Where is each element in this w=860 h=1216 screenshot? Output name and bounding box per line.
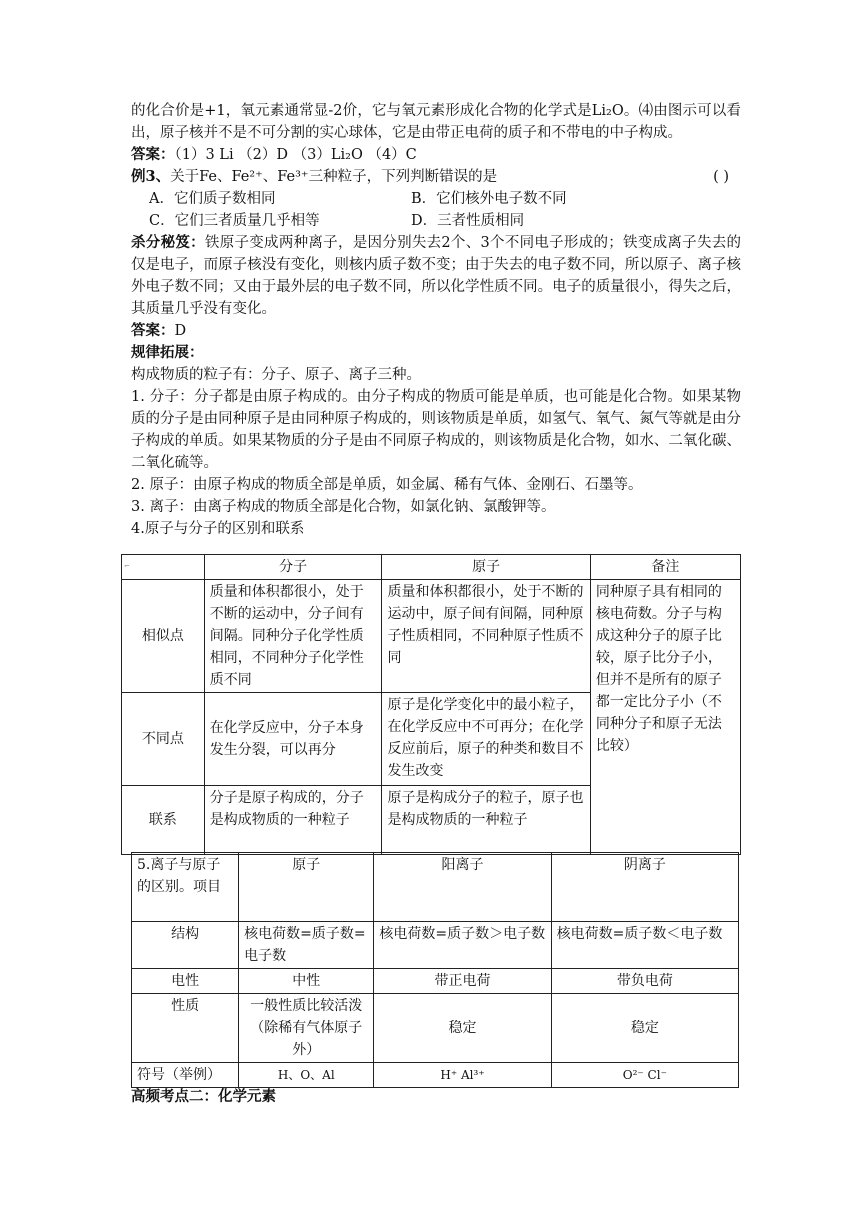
cell-molecule: 质量和体积都很小，处于不断的运动中，分子间有间隔。同种分子化学性质相同，不同种分子化学性质不同	[204, 580, 382, 693]
corner-mark: ⌐	[124, 562, 130, 570]
cell-atom: 原子是化学变化中的最小粒子，在化学反应中不可再分；在化学反应前后，原子的种类和数目不发生改变	[382, 693, 590, 786]
table1-header-note: 备注	[590, 555, 740, 580]
cell-atom: 质量和体积都很小，处于不断的运动中，原子间有间隔，同种原子性质相同，不同种原子性质不同	[382, 580, 590, 693]
table1-header-molecule: 分子	[204, 555, 382, 580]
cell-anion: 带负电荷	[551, 969, 738, 994]
cell-note: 同种原子具有相同的核电荷数。分子与构成这种分子的原子比较，原子比分子小，但并不是所有的原子都一定比分子小（不同种分子和原子无法比较）	[590, 580, 740, 855]
row-label: 不同点	[122, 693, 205, 786]
cell-molecule: 分子是原子构成的，分子是构成物质的一种粒子	[204, 786, 382, 855]
secret-paragraph	[131, 232, 741, 320]
cell-atom: H、O、Al	[239, 1063, 374, 1088]
cell-molecule: 在化学反应中，分子本身发生分裂，可以再分	[204, 693, 382, 786]
answer-text: （1）3 Li （2）D （3）Li₂O （4）C	[174, 147, 417, 163]
answer2-label: 答案：	[131, 322, 175, 339]
table-row	[132, 994, 739, 1063]
rules-heading: 规律拓展：	[131, 344, 204, 361]
cell-cation: 稳定	[374, 994, 551, 1063]
table-row	[122, 580, 741, 693]
rules-intro: 构成物质的粒子有：分子、原子、离子三种。	[131, 367, 421, 383]
example3-question	[131, 166, 741, 188]
ion-atom-table	[131, 852, 739, 1088]
answer2-line	[131, 320, 741, 342]
example3-text: 关于Fe、Fe²⁺、Fe³⁺三种粒子，下列判断错误的是	[170, 169, 498, 185]
answer-bracket: ( )	[713, 169, 729, 185]
answer-label: 答案：	[131, 146, 175, 163]
option-c: C．它们三者质量几乎相等	[149, 213, 320, 229]
table-row	[132, 922, 739, 969]
option-a: A．它们质子数相同	[149, 191, 276, 207]
answer2-text: D	[174, 323, 187, 339]
options-row-2	[131, 210, 741, 232]
table1-header-atom: 原子	[382, 555, 590, 580]
row-label: 符号（举例）	[132, 1063, 239, 1088]
atom-molecule-table	[121, 554, 741, 855]
answer-line	[131, 144, 741, 166]
table-row	[132, 1063, 739, 1088]
option-b: B．它们核外电子数不同	[411, 191, 567, 207]
cell-atom: 中性	[239, 969, 374, 994]
example3-label: 例3、	[131, 168, 171, 185]
options-row-1	[131, 188, 741, 210]
table2-header-row	[132, 853, 739, 922]
cell-atom: 原子是构成分子的粒子，原子也是构成物质的一种粒子	[382, 786, 590, 855]
cell-atom: 核电荷数=质子数=电子数	[239, 922, 374, 969]
table1-header-row	[122, 555, 741, 580]
row-label: 相似点	[122, 580, 205, 693]
cell-cation: 带正电荷	[374, 969, 551, 994]
rules-p2: 2. 原子：由原子构成的物质全部是单质，如金属、稀有气体、金刚石、石墨等。	[131, 477, 643, 493]
document-body	[131, 0, 741, 540]
section-heading: 高频考点二：化学元素	[131, 1088, 276, 1105]
secret-label: 杀分秘笈：	[131, 234, 205, 251]
secret-text: 铁原子变成两种离子，是因分别失去2个、3个不同电子形成的；铁变成离子失去的仅是电子，而原子核没有变化，则核内质子数不变；由于失去的电子数不同，所以原子、离子核外电子数不同；又由于最外层的电子数不同，所以化学性质不同。电子的质量很小，得失之后，其质量几乎没有变化。	[131, 235, 742, 317]
cell-cation: H⁺ Al³⁺	[374, 1063, 551, 1088]
table-row	[132, 969, 739, 994]
rules-p3: 3. 离子：由离子构成的物质全部是化合物，如氯化钠、氯酸钾等。	[131, 499, 556, 515]
table2-header-atom: 原子	[239, 853, 374, 922]
cell-anion: O²⁻ Cl⁻	[551, 1063, 738, 1088]
table2-header-anion: 阴离子	[551, 853, 738, 922]
cell-anion: 稳定	[551, 994, 738, 1063]
row-label: 性质	[132, 994, 239, 1063]
option-d: D．三者性质相同	[411, 213, 525, 229]
rules-p1: 1. 分子：分子都是由原子构成的。由分子构成的物质可能是单质，也可能是化合物。如果某物质的分子是由同种原子是由同种原子构成的，则该物质是单质，如氢气、氧气、氮气等就是由分子构成的单质。如果某物质的分子是由不同原子构成的，则该物质是化合物，如水、二氧化碳、二氧化硫等。	[131, 389, 741, 471]
row-label: 电性	[132, 969, 239, 994]
intro-paragraph: 的化合价是+1，氧元素通常显-2价，它与氧元素形成化合物的化学式是Li₂O。⑷由图示可以看出，原子核并不是不可分割的实心球体，它是由带正电荷的质子和不带电的中子构成。	[131, 103, 741, 141]
row-label: 结构	[132, 922, 239, 969]
cell-atom: 一般性质比较活泼（除稀有气体原子外）	[239, 994, 374, 1063]
table2-corner: 5.离子与原子的区别。项目	[132, 853, 239, 922]
row-label: 联系	[122, 786, 205, 855]
cell-cation: 核电荷数=质子数＞电子数	[374, 922, 551, 969]
table2-header-cation: 阳离子	[374, 853, 551, 922]
cell-anion: 核电荷数=质子数＜电子数	[551, 922, 738, 969]
rules-p4: 4.原子与分子的区别和联系	[131, 521, 305, 537]
